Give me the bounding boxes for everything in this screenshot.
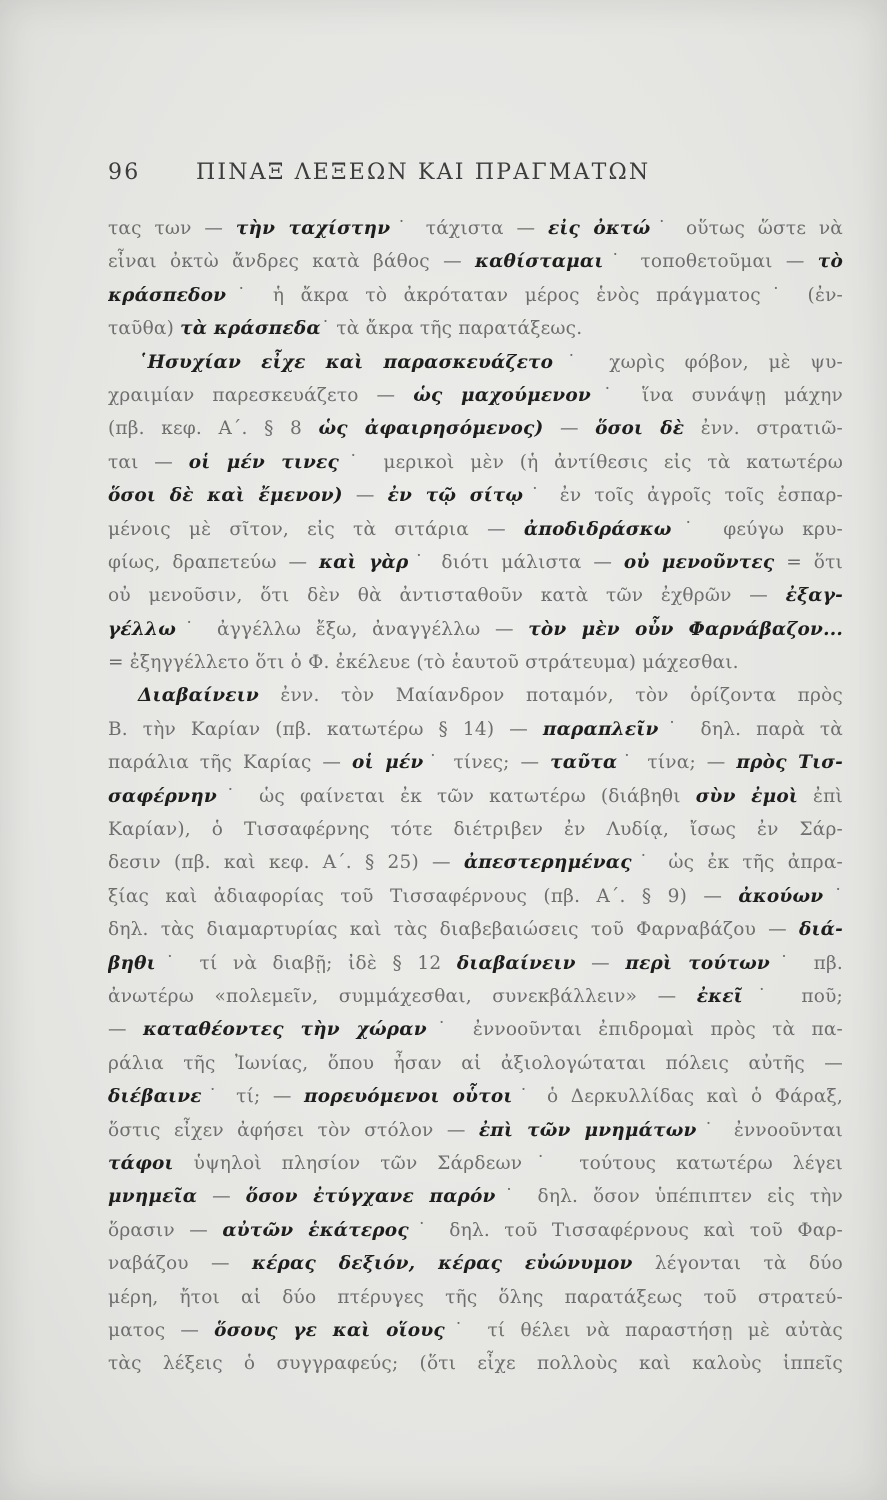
text-line — [108, 579, 843, 612]
page-header — [108, 160, 843, 192]
gloss-text: χραιμίαν παρεσκευάζετο — — [108, 384, 414, 406]
gloss-text: Β. τὴν Καρίαν (πβ. κατωτέρω § 14) — — [108, 718, 543, 740]
text-line — [108, 613, 843, 646]
gloss-text: ὅρασιν — — [108, 1219, 223, 1241]
headword: σαφέρνην — [108, 785, 217, 807]
page-number: 96 — [108, 160, 141, 185]
gloss-text: ˙ δηλ. τοῦ Τισσαφέρνους καὶ τοῦ Φαρ- — [408, 1219, 843, 1241]
gloss-text: εἶναι ὀκτὼ ἄνδρες κατὰ βάθος — — [108, 251, 476, 273]
headword: ἀποδιδράσκω — [523, 518, 672, 540]
gloss-text: τὰς λέξεις ὁ συγγραφεύς; (ὅτι εἶχε πολλοὺς καὶ καλοὺς ἱππεῖς — [108, 1353, 843, 1375]
gloss-text: ˙ ἵνα συνάψῃ μάχην — [590, 384, 843, 406]
gloss-text: ναβάζου — — [108, 1253, 253, 1275]
running-title: ΠΙΝΑΞ ΛΕΞΕΩΝ ΚΑΙ ΠΡΑΓΜΑΤΩΝ — [196, 160, 651, 185]
headword: ἐν τῷ σίτῳ — [387, 485, 524, 507]
gloss-text: λέγονται τὰ δύο — [632, 1253, 843, 1275]
headword: ἀπεστερημένας — [463, 852, 632, 874]
text-line — [108, 780, 843, 813]
gloss-text: — — [108, 1019, 143, 1041]
text-line — [108, 1147, 843, 1180]
gloss-text: δεσιν (πβ. καὶ κεφ. Α΄. § 25) — — [108, 852, 464, 874]
gloss-text: ˙ τί νὰ διαβῇ; ἰδὲ § 12 — [155, 952, 457, 974]
text-line — [108, 1047, 843, 1080]
gloss-text: ˙ τὰ ἄκρα τῆς παρατάξεως. — [320, 318, 583, 340]
gloss-text: Καρίαν), ὁ Τισσαφέρνης τότε διέτριβεν ἐν Λυδίᾳ, ἴσως ἐν Σάρ- — [108, 819, 843, 841]
gloss-text: ˙ ὡς φαίνεται ἐκ τῶν κατωτέρω (διάβηθι — [216, 785, 696, 807]
headword: τάφοι — [108, 1152, 174, 1174]
headword: ἐκεῖ — [696, 985, 743, 1007]
body-text — [108, 212, 843, 1381]
text-line — [108, 947, 843, 980]
gloss-text: φίως, δραπετεύω — — [108, 551, 320, 573]
gloss-text: = ἐξηγγέλλετο ὅτι ὁ Φ. ἐκέλευε (τὸ ἑαυτοῦ στράτευμα) μάχεσθαι. — [108, 652, 739, 674]
headword: τὰ κράσπεδα — [180, 318, 321, 340]
text-line — [108, 513, 843, 546]
gloss-text: μένοις μὲ σῖτον, εἰς τὰ σιτάρια — — [108, 518, 524, 540]
headword: ἐξαγ- — [785, 585, 843, 607]
text-line — [108, 713, 843, 746]
gloss-text: ράλια τῆς Ἰωνίας, ὅπου ἦσαν αἱ ἀξιολογώταται πόλεις αὐτῆς — — [108, 1052, 843, 1074]
gloss-text: = ὅτι — [774, 551, 843, 573]
text-line — [108, 679, 843, 712]
gloss-text: ˙ τίνα; — — [617, 752, 737, 774]
headword: ὅσοι δὲ — [595, 418, 685, 440]
text-line — [108, 913, 843, 946]
gloss-text: μέρη, ἤτοι αἱ δύο πτέρυγες τῆς ὅλης παρατάξεως τοῦ στρατεύ- — [108, 1286, 843, 1308]
headword: πορευόμενοι οὗτοι — [303, 1086, 513, 1108]
text-line — [108, 1347, 843, 1380]
headword: πρὸς Τισ- — [736, 752, 843, 774]
gloss-text: παράλια τῆς Καρίας — — [108, 752, 353, 774]
gloss-text: ˙ τίνες; — — [423, 752, 551, 774]
headword: οἱ μέν τινες — [188, 451, 339, 473]
text-line — [108, 646, 843, 679]
headword: οἱ μέν — [352, 752, 424, 774]
gloss-text: ˙ ἐννοοῦνται ἐπιδρομαὶ πρὸς τὰ πα- — [426, 1019, 843, 1041]
gloss-text: οὐ μενοῦσιν, ὅτι δὲν θὰ ἀντισταθοῦν κατὰ τῶν ἐχθρῶν — — [108, 585, 786, 607]
headword: ὅσον ἐτύγχανε παρόν — [245, 1186, 496, 1208]
headword: Διαβαίνειν — [138, 685, 259, 707]
gloss-text: ἐπὶ — [798, 785, 843, 807]
gloss-text: ἐνν. τὸν Μαίανδρον ποταμόν, τὸν ὁρίζοντα πρὸς — [258, 685, 843, 707]
gloss-text: ˙ τοποθετοῦμαι — — [603, 251, 818, 273]
gloss-text: — — [197, 1186, 246, 1208]
headword: διέβαινε — [108, 1086, 202, 1108]
gloss-text: ξίας καὶ ἀδιαφορίας τοῦ Τισσαφέρνους (πβ. Α΄. § 9) — — [108, 885, 739, 907]
text-line — [108, 1247, 843, 1280]
headword: τὸν μὲν οὖν Φαρνάβαζον... — [528, 618, 843, 640]
headword: αὐτῶν ἑκάτερος — [222, 1219, 409, 1241]
headword: ὅσους γε καὶ οἵους — [214, 1319, 445, 1341]
gloss-text: ˙ φεύγω κρυ- — [671, 518, 843, 540]
gloss-text: ˙ πβ. — [769, 952, 843, 974]
gloss-text: ˙ τί; — — [201, 1086, 304, 1108]
gloss-text: ˙ ἐννοοῦνται — [696, 1119, 843, 1141]
gloss-text: ˙ οὕτως ὥστε νὰ — [650, 218, 843, 239]
text-line — [108, 546, 843, 579]
headword: ἀκούων — [738, 885, 824, 907]
headword: διαβαίνειν — [456, 952, 576, 974]
text-line — [108, 212, 843, 245]
gloss-text: ˙ ὁ Δερκυλλίδας καὶ ὁ Φάραξ, — [512, 1086, 843, 1108]
headword: εἰς ὀκτώ — [547, 218, 651, 239]
text-line — [108, 479, 843, 512]
gloss-text: ἐνν. στρατιῶ- — [684, 418, 843, 440]
text-line — [108, 1114, 843, 1147]
headword: ὅσοι δὲ καὶ ἔμενον) — [108, 485, 343, 507]
gloss-text: δηλ. τὰς διαμαρτυρίας καὶ τὰς διαβεβαιώσεις τοῦ Φαρναβάζου — — [108, 919, 799, 941]
text-line — [108, 1180, 843, 1213]
gloss-text: — — [575, 952, 626, 974]
headword: παραπλεῖν — [542, 718, 659, 740]
gloss-text: ˙ τάχιστα — — [390, 218, 548, 239]
text-line — [108, 379, 843, 412]
gloss-text: ται — — [108, 451, 189, 473]
text-line — [108, 980, 843, 1013]
headword: κέρας δεξιόν, κέρας εὐώνυμον — [252, 1253, 633, 1275]
text-line — [108, 446, 843, 479]
headword: ὡς ἀφαιρησόμενος) — [318, 418, 544, 440]
text-line — [108, 1013, 843, 1046]
headword: οὐ μενοῦντες — [623, 551, 775, 573]
gloss-text: ματος — — [108, 1319, 215, 1341]
gloss-text: ὅστις εἶχεν ἀφήσει τὸν στόλον — — [108, 1119, 479, 1141]
gloss-text: (πβ. κεφ. Α΄. § 8 — [108, 418, 319, 440]
gloss-text: — — [342, 485, 388, 507]
text-line — [108, 412, 843, 445]
headword: βηθι — [108, 952, 156, 974]
headword: μνημεῖα — [108, 1186, 198, 1208]
headword: κράσπεδον — [108, 284, 227, 306]
gloss-text: ˙ χωρὶς φόβον, μὲ ψυ- — [553, 351, 843, 373]
text-line — [108, 846, 843, 879]
text-line — [108, 245, 843, 278]
text-line — [108, 1314, 843, 1347]
headword: τὸ — [817, 251, 843, 273]
text-line — [108, 279, 843, 312]
text-line — [108, 880, 843, 913]
gloss-text: ˙ μερικοὶ μὲν (ἡ ἀντίθεσις εἰς τὰ κατωτέρω — [338, 451, 843, 473]
headword: ἐπὶ τῶν μνημάτων — [478, 1119, 697, 1141]
headword: ὡς μαχούμενον — [413, 384, 591, 406]
headword: διά- — [798, 919, 843, 941]
gloss-text: ˙ τί θέλει νὰ παραστήσῃ μὲ αὐτὰς — [444, 1319, 843, 1341]
headword: ῾Ησυχίαν εἶχε καὶ παρασκευάζετο — [138, 351, 554, 373]
gloss-text: ˙ ἀγγέλλω ἔξω, ἀναγγέλλω — — [176, 618, 529, 640]
gloss-text: ˙ δηλ. ὅσον ὑπέπιπτεν εἰς τὴν — [495, 1186, 843, 1208]
gloss-text: ˙ διότι μάλιστα — — [408, 551, 624, 573]
gloss-text: ˙ ἐν τοῖς ἀγροῖς τοῖς ἐσπαρ- — [523, 485, 843, 507]
gloss-text: ˙ ὡς ἐκ τῆς ἀπρα- — [631, 852, 843, 874]
headword: καθίσταμαι — [475, 251, 604, 273]
headword: ταῦτα — [550, 752, 618, 774]
headword: γέλλω — [108, 618, 177, 640]
headword: καὶ γὰρ — [319, 551, 409, 573]
gloss-text: — — [543, 418, 596, 440]
text-line — [108, 746, 843, 779]
gloss-text: ὑψηλοὶ πλησίον τῶν Σάρδεων˙ τούτους κατωτέρω λέγει — [173, 1152, 843, 1174]
headword: περὶ τούτων — [625, 952, 770, 974]
gloss-text: ˙ — [823, 885, 843, 907]
text-line — [108, 1281, 843, 1314]
gloss-text: ˙ ποῦ; — [742, 985, 843, 1007]
gloss-text: ˙ δηλ. παρὰ τὰ — [658, 718, 843, 740]
headword: σὺν ἐμοὶ — [695, 785, 799, 807]
text-line — [108, 312, 843, 345]
headword: τὴν ταχίστην — [235, 218, 391, 239]
gloss-text: τας των — — [108, 218, 236, 239]
headword: καταθέοντες τὴν χώραν — [142, 1019, 427, 1041]
text-line — [108, 1080, 843, 1113]
gloss-text: ἀνωτέρω «πολεμεῖν, συμμάχεσθαι, συνεκβάλλειν» — — [108, 985, 697, 1007]
text-line — [108, 813, 843, 846]
gloss-text: ˙ ἡ ἄκρα τὸ ἀκρόταταν μέρος ἑνὸς πράγματος˙ (ἐν- — [226, 284, 843, 306]
text-line — [108, 346, 843, 379]
text-line — [108, 1214, 843, 1247]
gloss-text: ταῦθα) — [108, 318, 181, 340]
